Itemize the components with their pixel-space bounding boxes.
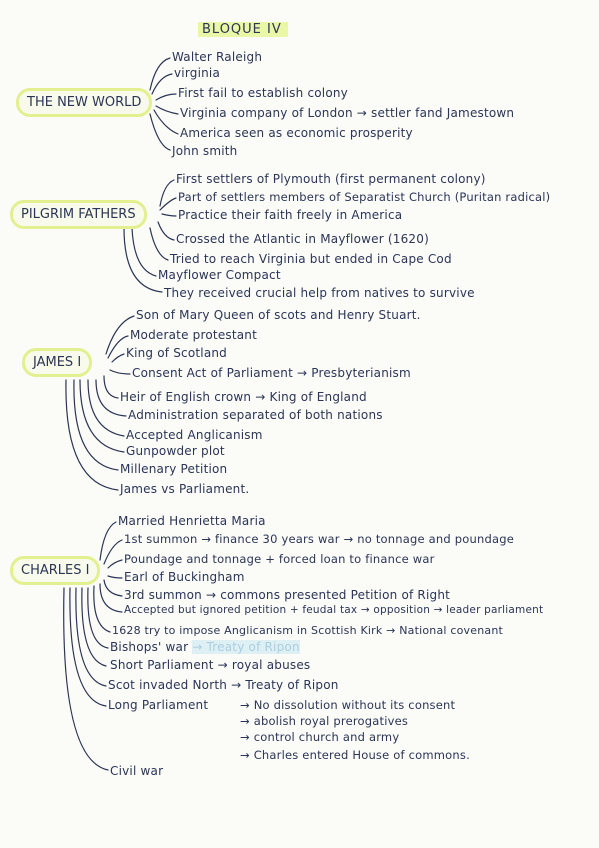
list-item: Walter Raleigh	[172, 50, 263, 64]
list-item: Tried to reach Virginia but ended in Cape Cod	[170, 252, 452, 266]
list-item: Virginia company of London → settler fand Jamestown	[180, 106, 515, 120]
sub-list-item: → control church and army	[240, 730, 400, 744]
list-item: They received crucial help from natives to survive	[164, 286, 475, 300]
sub-list-item: → abolish royal prerogatives	[240, 714, 409, 728]
list-item: America seen as economic prosperity	[180, 126, 413, 140]
list-item: Accepted Anglicanism	[126, 428, 263, 442]
list-item: Married Henrietta Maria	[118, 514, 266, 528]
list-item: Part of settlers members of Separatist Church (Puritan radical)	[178, 190, 551, 204]
list-item: Administration separated of both nations	[128, 408, 383, 422]
sub-list-item: → Charles entered House of commons.	[240, 748, 470, 762]
list-item: Short Parliament → royal abuses	[110, 658, 311, 672]
list-item: 1628 try to impose Anglicanism in Scottish Kirk → National covenant	[112, 624, 504, 637]
list-item: virginia	[174, 66, 221, 80]
highlighted-faded-text: → Treaty of Ripon	[192, 640, 300, 654]
list-item: Practice their faith freely in America	[178, 208, 403, 222]
list-item: Civil war	[110, 764, 164, 778]
section-heading-james-i: JAMES I	[22, 348, 92, 377]
list-item: Scot invaded North → Treaty of Ripon	[108, 678, 339, 692]
list-item: Earl of Buckingham	[124, 570, 245, 584]
page-title: BLOQUE IV	[198, 22, 288, 37]
list-item: Son of Mary Queen of scots and Henry Stuart.	[136, 308, 421, 322]
section-heading-charles-i: CHARLES I	[10, 556, 100, 585]
list-item-bishops-war	[110, 640, 300, 654]
list-item: Consent Act of Parliament → Presbyterianism	[132, 366, 411, 380]
list-item-label: Bishops' war	[110, 640, 189, 654]
sub-list-item: → No dissolution without its consent	[240, 698, 456, 712]
list-item: Long Parliament	[108, 698, 209, 712]
list-item: First fail to establish colony	[178, 86, 348, 100]
list-item: First settlers of Plymouth (first permanent colony)	[176, 172, 486, 186]
section-heading-pilgrim-fathers: PILGRIM FATHERS	[10, 200, 147, 229]
list-item: Crossed the Atlantic in Mayflower (1620)	[176, 232, 429, 246]
list-item: Poundage and tonnage + forced loan to finance war	[124, 552, 435, 566]
list-item: James vs Parliament.	[120, 482, 250, 496]
list-item: 3rd summon → commons presented Petition of Right	[124, 588, 451, 602]
list-item: Mayflower Compact	[158, 268, 281, 282]
list-item: Heir of English crown → King of England	[120, 390, 367, 404]
list-item: King of Scotland	[126, 346, 227, 360]
list-item: 1st summon → finance 30 years war → no tonnage and poundage	[124, 532, 514, 546]
section-heading-new-world: THE NEW WORLD	[16, 88, 152, 117]
list-item: Millenary Petition	[120, 462, 228, 476]
list-item: Gunpowder plot	[126, 444, 225, 458]
list-item: Moderate protestant	[130, 328, 258, 342]
list-item: John smith	[172, 144, 238, 158]
list-item: Accepted but ignored petition + feudal tax → opposition → leader parliament	[124, 604, 544, 616]
